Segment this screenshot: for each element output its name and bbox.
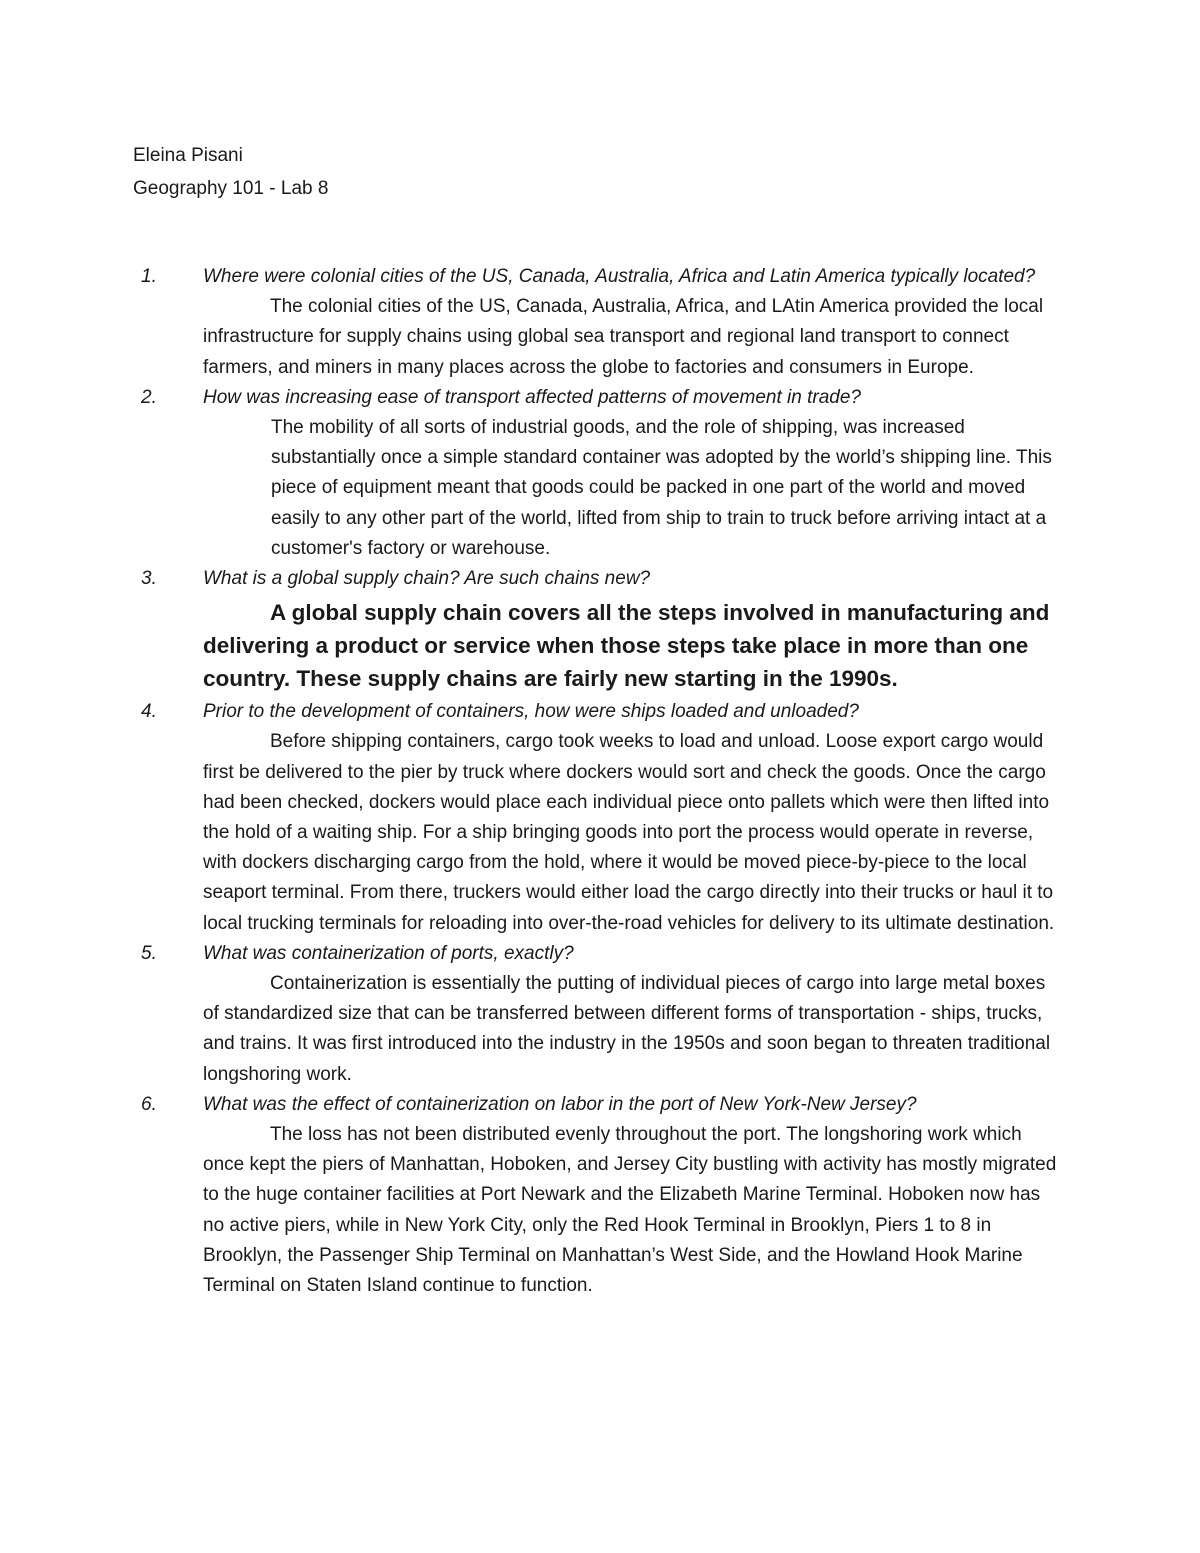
question-text: What was the effect of containerization on labor in the port of New York-New Jersey? bbox=[203, 1093, 917, 1115]
item-number: 4. bbox=[141, 701, 157, 723]
list-item bbox=[133, 564, 1063, 695]
answer-text: The loss has not been distributed evenly throughout the port. The longshoring work which once kept the piers of Manhattan, Hoboken, and Jersey City bustling with activity has mostly migrated to the huge container facilities at Port Newark and the Elizabeth Marine Terminal. Hoboken now has no active piers, while in New York City, only the Red Hook Terminal in Brooklyn, Piers 1 to 8 in Brooklyn, the Passenger Ship Terminal on Manhattan’s West Side, and the Howland Hook Marine Terminal on Staten Island continue to function. bbox=[203, 1124, 1057, 1297]
answer-text: The mobility of all sorts of industrial goods, and the role of shipping, was increased substantially once a simple standard container was adopted by the world’s shipping line. This piece of equipment meant that goods could be packed in one part of the world and moved easily to any other part of the world, lifted from ship to train to truck before arriving intact at a customer's factory or warehouse. bbox=[271, 417, 1052, 559]
list-item bbox=[133, 697, 1063, 939]
list-item bbox=[133, 939, 1063, 1090]
course-title: Geography 101 - Lab 8 bbox=[133, 178, 329, 199]
item-number: 1. bbox=[141, 266, 157, 287]
question-text: How was increasing ease of transport affected patterns of movement in trade? bbox=[203, 386, 861, 408]
item-number: 6. bbox=[141, 1093, 157, 1115]
answer-text: Before shipping containers, cargo took weeks to load and unload. Loose export cargo would first be delivered to the pier by truck where dockers would sort and check the goods. Once the cargo had been checked, dockers would place each individual piece onto pallets which were then lifted into the hold of a waiting ship. For a ship bringing goods into port the process would operate in reverse, with dockers discharging cargo from the hold, where it would be moved piece-by-piece to the local seaport terminal. From there, truckers would either load the cargo directly into their trucks or haul it to local trucking terminals for reloading into over-the-road vehicles for delivery to its ultimate destination. bbox=[203, 731, 1055, 934]
item-number: 2. bbox=[141, 386, 157, 408]
document-header bbox=[133, 141, 328, 204]
answer-text: A global supply chain covers all the steps involved in manufacturing and delivering a product or service when those steps take place in more than one country. These supply chains are fairly new starting in the 1990s. bbox=[203, 600, 1050, 692]
question-text: Prior to the development of containers, how were ships loaded and unloaded? bbox=[203, 701, 859, 723]
question-list bbox=[133, 262, 1063, 1301]
answer-text: Containerization is essentially the putting of individual pieces of cargo into large metal boxes of standardized size that can be transferred between different forms of transportation - ships, trucks, and trains. It was first introduced into the industry in the 1950s and soon began to threaten traditional longshoring work. bbox=[203, 973, 1051, 1085]
list-item bbox=[133, 383, 1063, 564]
question-text: What was containerization of ports, exactly? bbox=[203, 942, 574, 964]
question-text: Where were colonial cities of the US, Canada, Australia, Africa and Latin America typically located? bbox=[203, 266, 1036, 287]
answer-text: The colonial cities of the US, Canada, Australia, Africa, and LAtin America provided the local infrastructure for supply chains using global sea transport and regional land transport to connect farmers, and miners in many places across the globe to factories and consumers in Europe. bbox=[203, 296, 1044, 378]
author-name: Eleina Pisani bbox=[133, 145, 243, 166]
item-number: 5. bbox=[141, 942, 157, 964]
list-item bbox=[133, 262, 1063, 383]
item-number: 3. bbox=[141, 568, 157, 590]
list-item bbox=[133, 1090, 1063, 1301]
question-text: What is a global supply chain? Are such chains new? bbox=[203, 568, 651, 590]
